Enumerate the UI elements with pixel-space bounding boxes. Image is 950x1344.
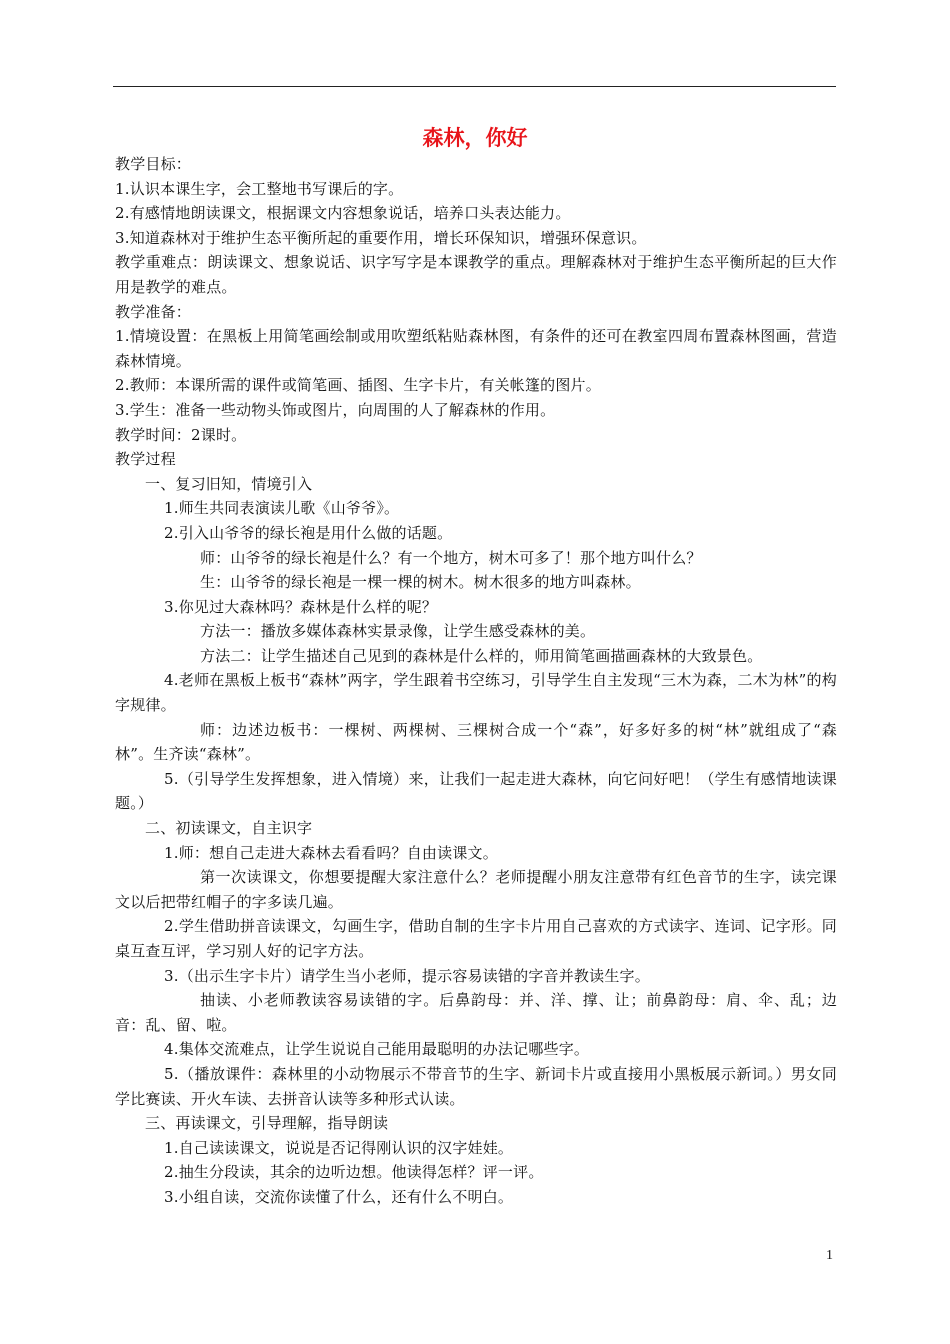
paragraph: 3.知道森林对于维护生态平衡所起的重要作用，增长环保知识，增强环保意识。: [115, 228, 647, 247]
paragraph: 4.集体交流难点，让学生说说自己能用最聪明的办法记哪些字。: [164, 1040, 590, 1059]
paragraph: 一、复习旧知，情境引入: [145, 474, 313, 493]
paragraph: 1.认识本课生字，会工整地书写课后的字。: [115, 179, 404, 198]
paragraph: 教学重难点：朗读课文、想象说话、识字写字是本课教学的重点。理解森林对于维护生态平衡所起的巨大作用是教学的难点。: [115, 253, 837, 296]
paragraph: 1.情境设置：在黑板上用简笔画绘制或用吹塑纸粘贴森林图，有条件的还可在教室四周布置森林图画，营造森林情境。: [115, 327, 837, 370]
paragraph: 5.（引导学生发挥想象，进入情境）来，让我们一起走进大森林，向它问好吧！（学生有感情地读课题。）: [115, 769, 837, 813]
paragraph: 教学过程: [115, 450, 176, 469]
paragraph: 三、再读课文，引导理解，指导朗读: [145, 1114, 389, 1133]
paragraph: 2.有感情地朗读课文，根据课文内容想象说话，培养口头表达能力。: [115, 204, 571, 223]
paragraph: 生：山爷爷的绿长袍是一棵一棵的树木。树木很多的地方叫森林。: [200, 573, 641, 592]
paragraph: 抽读、小老师教读容易读错的字。后鼻韵母：并、洋、撑、让；前鼻韵母：肩、伞、乱；边音：乱、留、啦。: [115, 991, 837, 1034]
header-rule: [113, 86, 836, 87]
paragraph: 2.教师：本课所需的课件或简笔画、插图、生字卡片，有关帐篷的图片。: [115, 376, 601, 395]
document-body: [115, 152, 837, 1210]
paragraph: 2.学生借助拼音读课文，勾画生字，借助自制的生字卡片用自己喜欢的方式读字、连词、记字形。同桌互查互评，学习别人好的记字方法。: [115, 917, 837, 960]
paragraph: 1.师生共同表演读儿歌《山爷爷》。: [164, 499, 400, 518]
paragraph: 第一次读课文，你想要提醒大家注意什么？老师提醒小朋友注意带有红色音节的生字，读完课文以后把带红帽子的字多读几遍。: [115, 868, 837, 911]
paragraph: 3.学生：准备一些动物头饰或图片，向周围的人了解森林的作用。: [115, 400, 556, 419]
paragraph: 2.引入山爷爷的绿长袍是用什么做的话题。: [164, 523, 453, 542]
paragraph: 1.自己读读课文，说说是否记得刚认识的汉字娃娃。: [164, 1138, 514, 1157]
paragraph: 3.小组自读，交流你读懂了什么，还有什么不明白。: [164, 1187, 514, 1206]
paragraph: 3.你见过大森林吗？森林是什么样的呢？: [164, 597, 438, 616]
paragraph: 方法一：播放多媒体森林实景录像，让学生感受森林的美。: [200, 622, 596, 641]
paragraph: 教学目标：: [115, 155, 192, 173]
paragraph: 3.（出示生字卡片）请学生当小老师，提示容易读错的字音并教读生字。: [164, 966, 650, 985]
paragraph: 4.老师在黑板上板书“森林”两字，学生跟着书空练习，引导学生自主发现“三木为森，二木为林”的构字规律。: [115, 671, 837, 715]
paragraph: 二、初读课文，自主识字: [145, 819, 313, 838]
paragraph: 师：边述边板书：一棵树、两棵树、三棵树合成一个“森”，好多好多的树“林”就组成了“森林”。生齐读“森林”。: [115, 720, 837, 764]
paragraph: 1.师：想自己走进大森林去看看吗？自由读课文。: [164, 843, 498, 862]
paragraph: 师：山爷爷的绿长袍是什么？有一个地方，树木可多了！那个地方叫什么？: [200, 548, 702, 567]
page-title: 森林，你好: [422, 126, 528, 150]
paragraph: 方法二：让学生描述自己见到的森林是什么样的，师用简笔画描画森林的大致景色。: [200, 646, 763, 665]
paragraph: 5.（播放课件：森林里的小动物展示不带音节的生字、新词卡片或直接用小黑板展示新词。）男女同学比赛读、开火车读、去拼音认读等多种形式认读。: [115, 1064, 837, 1108]
page-number: 1: [826, 1248, 833, 1263]
paragraph: 教学准备：: [115, 302, 192, 321]
paragraph: 教学时间：2课时。: [115, 425, 247, 444]
paragraph: 2.抽生分段读，其余的边听边想。他读得怎样？评一评。: [164, 1163, 544, 1182]
